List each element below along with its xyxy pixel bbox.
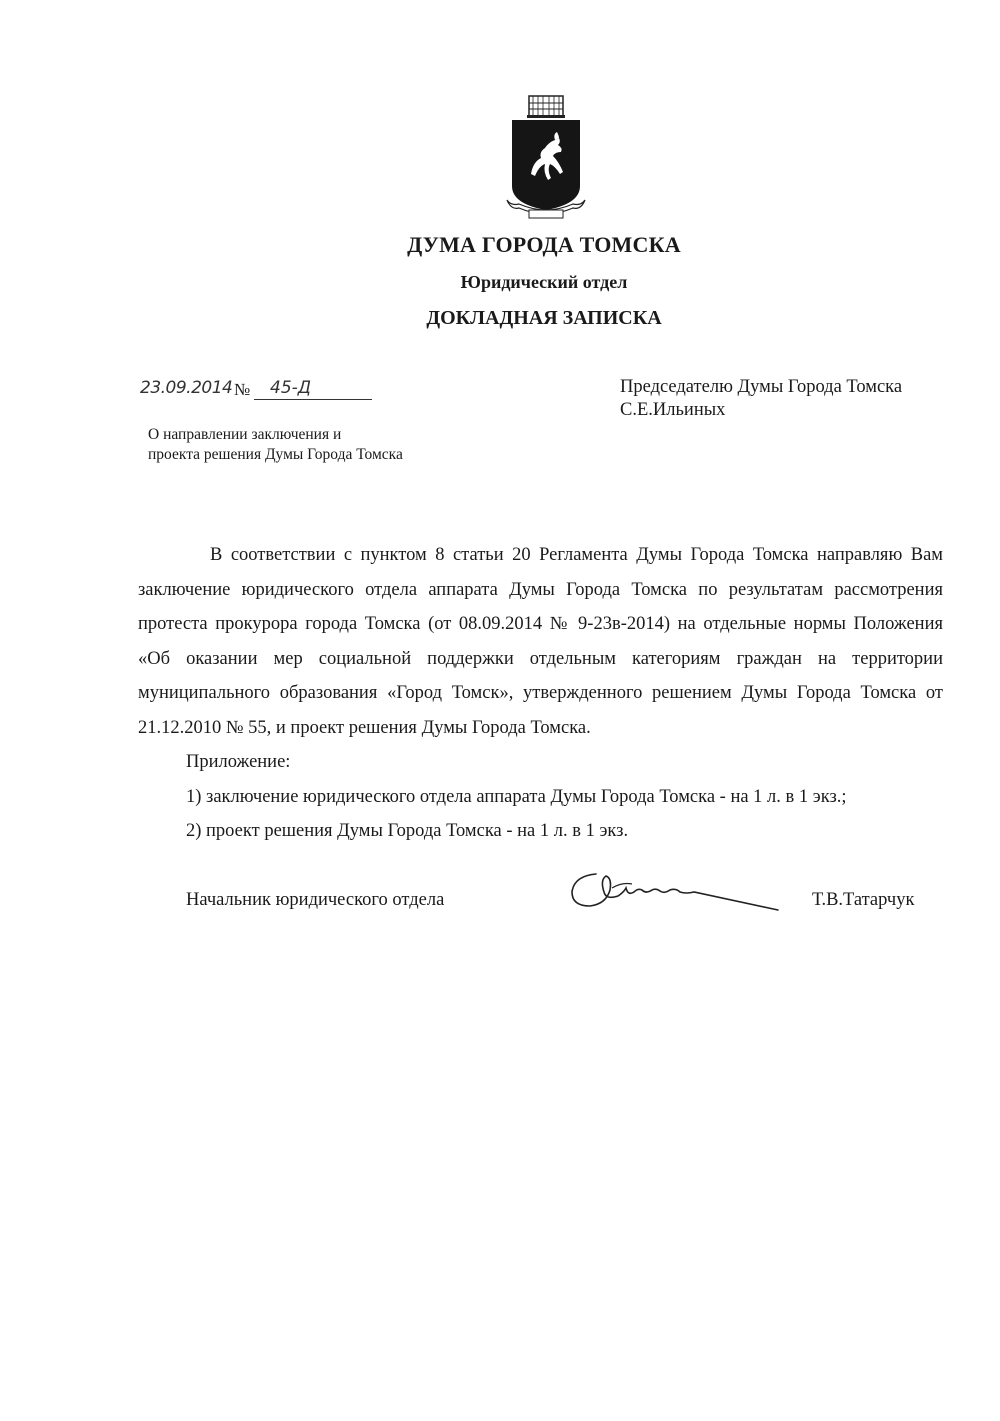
document-body [138,538,943,849]
attachment-label: Приложение: [186,752,291,772]
document-date: 23.09.2014 [140,378,233,398]
attachment-item: 1) заключение юридического отдела аппарата Думы Города Томска - на 1 л. в 1 экз.; [186,786,847,807]
document-subject [148,425,403,465]
addressee-title: Председателю Думы Города Томска [620,377,903,397]
handwritten-signature [566,866,780,916]
document-number: 45-Д [270,378,312,398]
addressee [620,376,902,422]
signatory-title: Начальник юридического отдела [186,890,445,910]
document-reference [140,378,380,404]
tomsk-coat-of-arms-icon [503,92,589,224]
document-type: ДОКЛАДНАЯ ЗАПИСКА [426,307,662,329]
number-label: № [234,380,251,399]
attachment-item: 2) проект решения Думы Города Томска - на 1 л. в 1 экз. [186,821,629,841]
main-paragraph: В соответствии с пунктом 8 статьи 20 Регламента Думы Города Томска направляю Вам заключение юридического отдела аппарата Думы Города Томска по результатам рассмотрения протеста прокурора города Томска (от 08.09.2014 № 9-23в-2014) на отдельные нормы Положения «Об оказании мер социальной поддержки отдельным категориям граждан на территории муниципального образования «Город Томск», утвержденного решением Думы Города Томска от 21.12.2010 № 55, и проект решения Думы Города Томска. [138,545,943,738]
subject-line: проекта решения Думы Города Томска [148,446,403,463]
number-underline [254,399,372,400]
signatory-name: Т.В.Татарчук [812,890,915,910]
subject-line: О направлении заключения и [148,426,342,443]
organization-name: ДУМА ГОРОДА ТОМСКА [407,232,681,257]
department-name: Юридический отдел [460,272,628,292]
addressee-name: С.Е.Ильиных [620,400,726,420]
